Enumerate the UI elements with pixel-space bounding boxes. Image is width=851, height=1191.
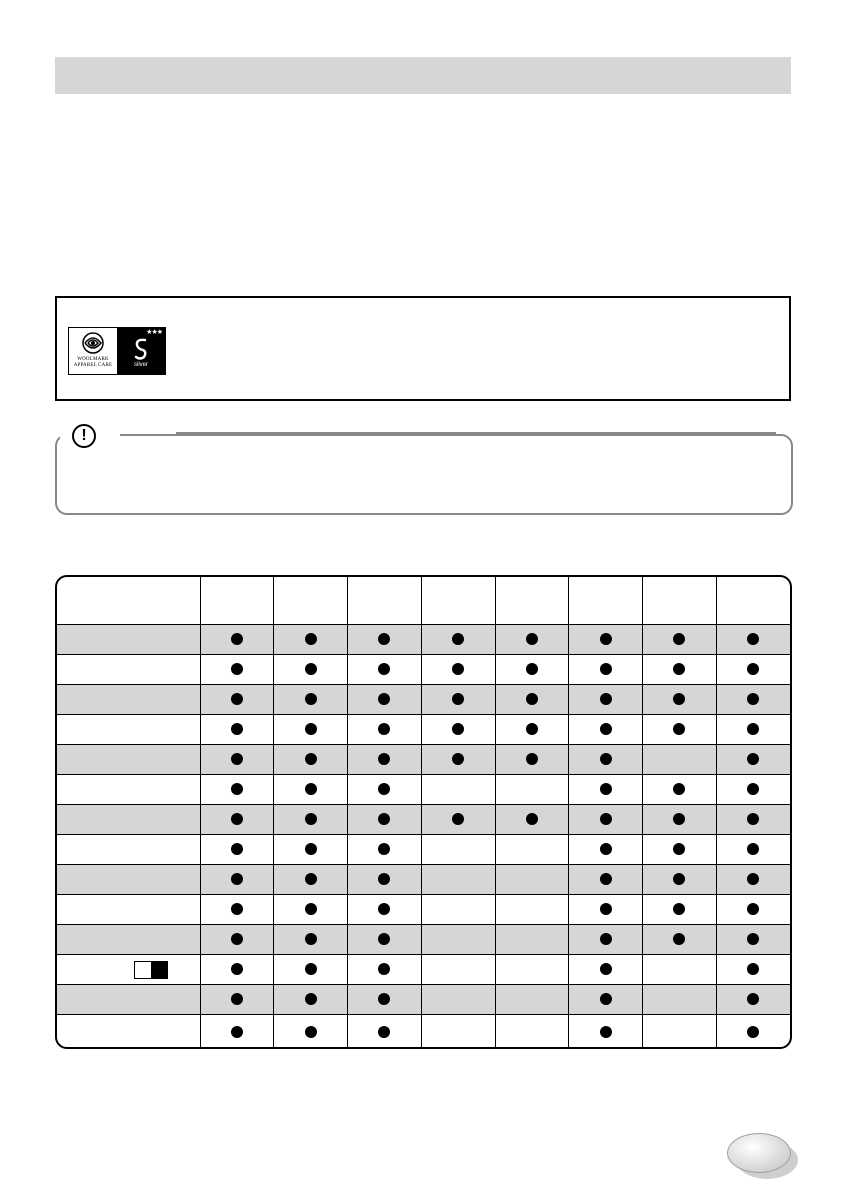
compatible-dot — [747, 633, 759, 645]
compatible-dot — [600, 783, 612, 795]
compat-cell — [643, 625, 717, 655]
compat-cell — [348, 715, 422, 745]
table-header-row — [57, 577, 790, 625]
row-label-cell — [57, 955, 200, 985]
compat-cell — [643, 745, 717, 775]
compatible-dot — [673, 903, 685, 915]
compatible-dot — [231, 933, 243, 945]
compat-cell — [569, 775, 643, 805]
compatible-dot — [231, 753, 243, 765]
row-label-cell — [57, 895, 200, 925]
compat-cell — [495, 775, 569, 805]
header-cell — [569, 577, 643, 625]
compat-cell — [274, 895, 348, 925]
compat-cell — [569, 835, 643, 865]
compat-cell — [495, 925, 569, 955]
compat-cell — [200, 895, 274, 925]
compatible-dot — [600, 843, 612, 855]
compat-cell — [716, 895, 790, 925]
compatible-dot — [600, 963, 612, 975]
compatible-dot — [747, 963, 759, 975]
compat-cell — [274, 1015, 348, 1050]
woolmark-small-icon — [134, 961, 168, 979]
header-cell — [716, 577, 790, 625]
compatible-dot — [305, 843, 317, 855]
compatible-dot — [305, 993, 317, 1005]
compat-cell — [495, 715, 569, 745]
table-row — [57, 745, 790, 775]
compatible-dot — [600, 903, 612, 915]
compatible-dot — [673, 783, 685, 795]
compatible-dot — [600, 693, 612, 705]
compat-cell — [495, 685, 569, 715]
silver-badge — [117, 328, 165, 374]
compat-cell — [716, 625, 790, 655]
compatible-dot — [231, 843, 243, 855]
compat-cell — [495, 1015, 569, 1050]
compat-cell — [716, 805, 790, 835]
row-label-cell — [57, 865, 200, 895]
compatible-dot — [305, 753, 317, 765]
compatible-dot — [673, 663, 685, 675]
compat-cell — [716, 925, 790, 955]
row-label-cell — [57, 775, 200, 805]
table-row — [57, 805, 790, 835]
row-label-cell — [57, 715, 200, 745]
compatible-dot — [747, 843, 759, 855]
compat-cell — [200, 775, 274, 805]
compatible-dot — [305, 633, 317, 645]
compat-cell — [348, 835, 422, 865]
table-row — [57, 955, 790, 985]
compatible-dot — [378, 813, 390, 825]
compatible-dot — [378, 693, 390, 705]
compat-cell — [643, 1015, 717, 1050]
compatible-dot — [600, 633, 612, 645]
compat-cell — [569, 805, 643, 835]
compat-cell — [643, 775, 717, 805]
compatible-dot — [673, 873, 685, 885]
compat-cell — [569, 655, 643, 685]
compat-cell — [348, 745, 422, 775]
compat-cell — [716, 985, 790, 1015]
table-row — [57, 895, 790, 925]
compat-cell — [200, 805, 274, 835]
compatible-dot — [747, 723, 759, 735]
compatible-dot — [231, 693, 243, 705]
compatible-dot — [526, 813, 538, 825]
table-row — [57, 1015, 790, 1050]
row-label-cell — [57, 625, 200, 655]
compat-cell — [421, 835, 495, 865]
compat-cell — [716, 955, 790, 985]
compat-cell — [274, 655, 348, 685]
woolmark-label: WOOLMARK — [77, 357, 109, 362]
compat-cell — [274, 985, 348, 1015]
compat-cell — [200, 1015, 274, 1050]
compat-cell — [495, 655, 569, 685]
row-label-cell — [57, 805, 200, 835]
compatible-dot — [378, 783, 390, 795]
compatible-dot — [378, 1026, 390, 1038]
compat-cell — [274, 715, 348, 745]
compatible-dot — [526, 633, 538, 645]
compatible-dot — [378, 753, 390, 765]
stars-label: ★★★ — [146, 329, 162, 336]
header-cell — [421, 577, 495, 625]
compat-cell — [716, 1015, 790, 1050]
compat-cell — [495, 955, 569, 985]
compatible-dot — [600, 663, 612, 675]
compat-cell — [348, 625, 422, 655]
compatible-dot — [231, 903, 243, 915]
compatible-dot — [452, 723, 464, 735]
compatible-dot — [305, 783, 317, 795]
compat-cell — [643, 685, 717, 715]
compat-cell — [348, 955, 422, 985]
compatible-dot — [526, 693, 538, 705]
woolmark-symbol — [69, 328, 117, 374]
table-row — [57, 685, 790, 715]
compatible-dot — [305, 663, 317, 675]
compat-cell — [200, 685, 274, 715]
compat-cell — [421, 865, 495, 895]
compatible-dot — [452, 693, 464, 705]
compatible-dot — [600, 753, 612, 765]
compat-cell — [643, 715, 717, 745]
compat-cell — [569, 895, 643, 925]
compat-cell — [495, 865, 569, 895]
compatible-dot — [747, 663, 759, 675]
compat-cell — [348, 775, 422, 805]
silver-label: silver — [133, 362, 148, 368]
page-number-badge — [727, 1133, 791, 1173]
compat-cell — [421, 715, 495, 745]
note-header-rule — [176, 432, 776, 434]
compat-cell — [348, 985, 422, 1015]
compatible-dot — [305, 723, 317, 735]
compat-cell — [643, 805, 717, 835]
compatible-dot — [600, 873, 612, 885]
compat-cell — [348, 805, 422, 835]
header-cell — [274, 577, 348, 625]
compat-cell — [274, 685, 348, 715]
compat-cell — [716, 745, 790, 775]
table-row — [57, 925, 790, 955]
header-cell — [57, 577, 200, 625]
header-cell — [643, 577, 717, 625]
compat-cell — [716, 655, 790, 685]
compatible-dot — [452, 633, 464, 645]
compatible-dot — [673, 693, 685, 705]
compat-cell — [200, 925, 274, 955]
woolmark-sublabel: APPAREL CARE — [73, 363, 113, 368]
header-cell — [200, 577, 274, 625]
compatibility-grid — [57, 577, 790, 1049]
compatible-dot — [231, 723, 243, 735]
compat-cell — [421, 655, 495, 685]
row-label-cell — [57, 685, 200, 715]
compatible-dot — [231, 1026, 243, 1038]
compat-cell — [421, 895, 495, 925]
compat-cell — [569, 1015, 643, 1050]
compat-cell — [421, 745, 495, 775]
compat-cell — [348, 865, 422, 895]
compat-cell — [495, 625, 569, 655]
woolmark-info-box — [55, 296, 791, 401]
row-label-cell — [57, 745, 200, 775]
compatible-dot — [747, 783, 759, 795]
caution-icon: ! — [72, 424, 96, 448]
table-row — [57, 985, 790, 1015]
compatible-dot — [378, 723, 390, 735]
compatible-dot — [378, 903, 390, 915]
compatible-dot — [747, 1026, 759, 1038]
compatible-dot — [378, 843, 390, 855]
compatible-dot — [231, 633, 243, 645]
compat-cell — [643, 895, 717, 925]
compat-cell — [569, 715, 643, 745]
woolmark-logo — [68, 327, 166, 375]
compat-cell — [569, 985, 643, 1015]
compat-cell — [200, 655, 274, 685]
compat-cell — [200, 625, 274, 655]
compat-cell — [643, 955, 717, 985]
compat-cell — [200, 985, 274, 1015]
compatible-dot — [305, 903, 317, 915]
header-cell — [495, 577, 569, 625]
compat-cell — [421, 775, 495, 805]
compatible-dot — [305, 813, 317, 825]
compat-cell — [348, 925, 422, 955]
header-cell — [348, 577, 422, 625]
compat-cell — [495, 835, 569, 865]
compat-cell — [421, 625, 495, 655]
table-row — [57, 655, 790, 685]
compatible-dot — [305, 963, 317, 975]
compatible-dot — [378, 993, 390, 1005]
compat-cell — [200, 955, 274, 985]
wool-ball-icon — [82, 331, 104, 355]
compatible-dot — [231, 963, 243, 975]
compat-cell — [200, 715, 274, 745]
compatible-dot — [526, 753, 538, 765]
compat-cell — [716, 835, 790, 865]
compat-cell — [274, 745, 348, 775]
row-label-cell — [57, 835, 200, 865]
row-label-cell — [57, 1015, 200, 1050]
compat-cell — [274, 925, 348, 955]
compatible-dot — [526, 723, 538, 735]
compat-cell — [495, 805, 569, 835]
compatible-dot — [747, 993, 759, 1005]
compat-cell — [643, 655, 717, 685]
compat-cell — [569, 955, 643, 985]
compat-cell — [200, 745, 274, 775]
compatible-dot — [747, 933, 759, 945]
compat-cell — [421, 805, 495, 835]
compat-cell — [421, 1015, 495, 1050]
compatible-dot — [747, 903, 759, 915]
section-header-bar — [55, 57, 791, 94]
compatible-dot — [600, 813, 612, 825]
compat-cell — [421, 955, 495, 985]
compat-cell — [569, 745, 643, 775]
compatible-dot — [600, 933, 612, 945]
compat-cell — [643, 985, 717, 1015]
compatible-dot — [378, 873, 390, 885]
compat-cell — [274, 955, 348, 985]
compat-cell — [569, 925, 643, 955]
table-row — [57, 625, 790, 655]
program-compatibility-table — [55, 575, 792, 1049]
compatible-dot — [305, 1026, 317, 1038]
compatible-dot — [747, 693, 759, 705]
compatible-dot — [452, 813, 464, 825]
compat-cell — [274, 835, 348, 865]
compat-cell — [348, 655, 422, 685]
compatible-dot — [231, 993, 243, 1005]
compat-cell — [716, 715, 790, 745]
row-label-cell — [57, 925, 200, 955]
compat-cell — [569, 625, 643, 655]
compat-cell — [716, 775, 790, 805]
compat-cell — [421, 985, 495, 1015]
compat-cell — [643, 835, 717, 865]
compatible-dot — [378, 963, 390, 975]
compatible-dot — [378, 663, 390, 675]
compatible-dot — [673, 933, 685, 945]
compatible-dot — [747, 813, 759, 825]
silver-s-icon — [133, 337, 149, 361]
compat-cell — [274, 625, 348, 655]
compatible-dot — [452, 753, 464, 765]
compat-cell — [495, 745, 569, 775]
compatible-dot — [673, 723, 685, 735]
compatible-dot — [600, 1026, 612, 1038]
compatible-dot — [600, 723, 612, 735]
compat-cell — [569, 865, 643, 895]
compatible-dot — [747, 753, 759, 765]
table-row — [57, 865, 790, 895]
compat-cell — [200, 835, 274, 865]
row-label-cell — [57, 655, 200, 685]
compat-cell — [274, 865, 348, 895]
compat-cell — [643, 925, 717, 955]
compat-cell — [348, 895, 422, 925]
compatible-dot — [378, 633, 390, 645]
compat-cell — [348, 1015, 422, 1050]
compat-cell — [643, 865, 717, 895]
compatible-dot — [452, 663, 464, 675]
compat-cell — [421, 925, 495, 955]
compatible-dot — [747, 873, 759, 885]
compatible-dot — [673, 813, 685, 825]
compat-cell — [716, 685, 790, 715]
compat-cell — [348, 685, 422, 715]
compat-cell — [569, 685, 643, 715]
compat-cell — [200, 865, 274, 895]
compat-cell — [716, 865, 790, 895]
compat-cell — [274, 805, 348, 835]
compatible-dot — [231, 873, 243, 885]
note-box — [55, 434, 793, 515]
table-row — [57, 715, 790, 745]
compatible-dot — [231, 813, 243, 825]
compatible-dot — [305, 693, 317, 705]
compatible-dot — [673, 843, 685, 855]
compatible-dot — [305, 933, 317, 945]
compat-cell — [495, 895, 569, 925]
table-row — [57, 775, 790, 805]
compat-cell — [274, 775, 348, 805]
compatible-dot — [378, 933, 390, 945]
row-label-cell — [57, 985, 200, 1015]
compatible-dot — [231, 663, 243, 675]
compatible-dot — [305, 873, 317, 885]
compat-cell — [495, 985, 569, 1015]
compatible-dot — [673, 633, 685, 645]
compat-cell — [421, 685, 495, 715]
table-row — [57, 835, 790, 865]
compatible-dot — [231, 783, 243, 795]
compatible-dot — [526, 663, 538, 675]
compatible-dot — [600, 993, 612, 1005]
